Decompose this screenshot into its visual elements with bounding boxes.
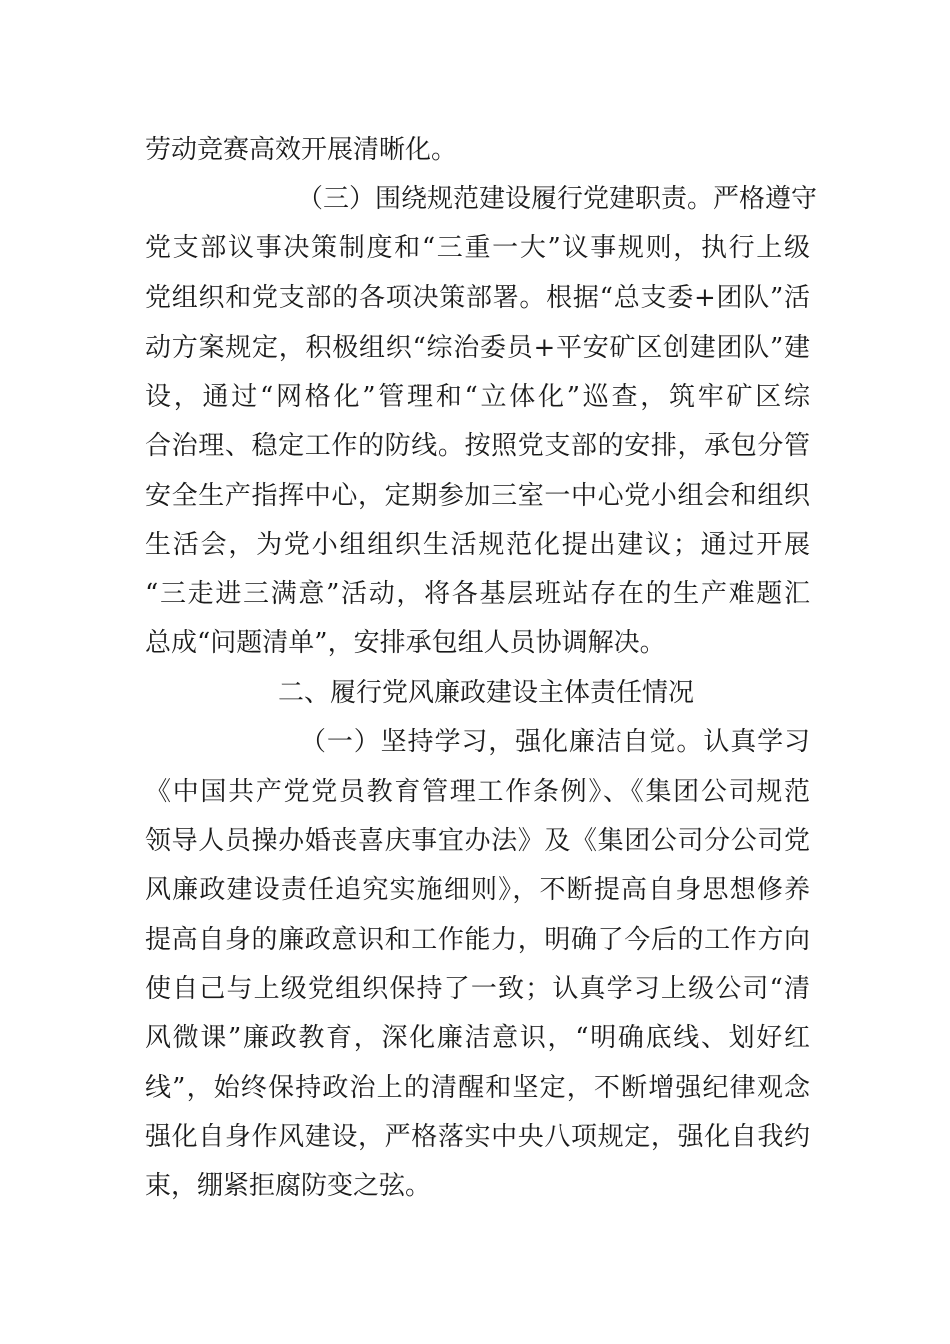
paragraph-line: 强化自身作风建设，严格落实中央八项规定，强化自我约 <box>145 1122 810 1152</box>
paragraph-line: 风廉政建设责任追究实施细则》，不断提高自身思想修养 <box>145 875 810 905</box>
paragraph-line: 合治理、稳定工作的防线。按照党支部的安排，承包分管 <box>145 431 810 461</box>
paragraph-line: 提高自身的廉政意识和工作能力，明确了今后的工作方向 <box>145 925 810 955</box>
paragraph-line: 束，绷紧拒腐防变之弦。 <box>145 1171 432 1201</box>
paragraph-line: 总成“问题清单”，安排承包组人员协调解决。 <box>145 628 666 658</box>
paragraph-line: 劳动竞赛高效开展清晰化。 <box>145 135 458 165</box>
paragraph-line: 《中国共产党党员教育管理工作条例》、《集团公司规范 <box>145 777 810 807</box>
paragraph-line: 设，通过“网格化”管理和“立体化”巡查，筑牢矿区综 <box>145 382 810 412</box>
paragraph-line: 线”，始终保持政治上的清醒和坚定，不断增强纪律观念 <box>145 1073 810 1103</box>
paragraph-line: 领导人员操办婚丧喜庆事宜办法》及《集团公司分公司党 <box>145 826 810 856</box>
paragraph-line: 动方案规定，积极组织“综治委员+平安矿区创建团队”建 <box>145 333 810 363</box>
paragraph-line: （一）坚持学习，强化廉洁自觉。认真学习 <box>300 727 810 757</box>
paragraph-line: 生活会，为党小组组织生活规范化提出建议；通过开展 <box>145 530 810 560</box>
paragraph-line: 党支部议事决策制度和“三重一大”议事规则，执行上级 <box>145 233 810 263</box>
paragraph-line: （三）围绕规范建设履行党建职责。严格遵守 <box>297 184 818 214</box>
paragraph-line: 党组织和党支部的各项决策部署。根据“总支委+团队”活 <box>145 283 810 313</box>
section-heading: 二、履行党风廉政建设主体责任情况 <box>278 678 695 708</box>
paragraph-line: 安全生产指挥中心，定期参加三室一中心党小组会和组织 <box>145 481 810 511</box>
paragraph-line: “三走进三满意”活动，将各基层班站存在的生产难题汇 <box>145 579 810 609</box>
paragraph-line: 使自己与上级党组织保持了一致；认真学习上级公司“清 <box>145 974 810 1004</box>
paragraph-line: 风微课”廉政教育，深化廉洁意识，“明确底线、划好红 <box>145 1023 810 1053</box>
